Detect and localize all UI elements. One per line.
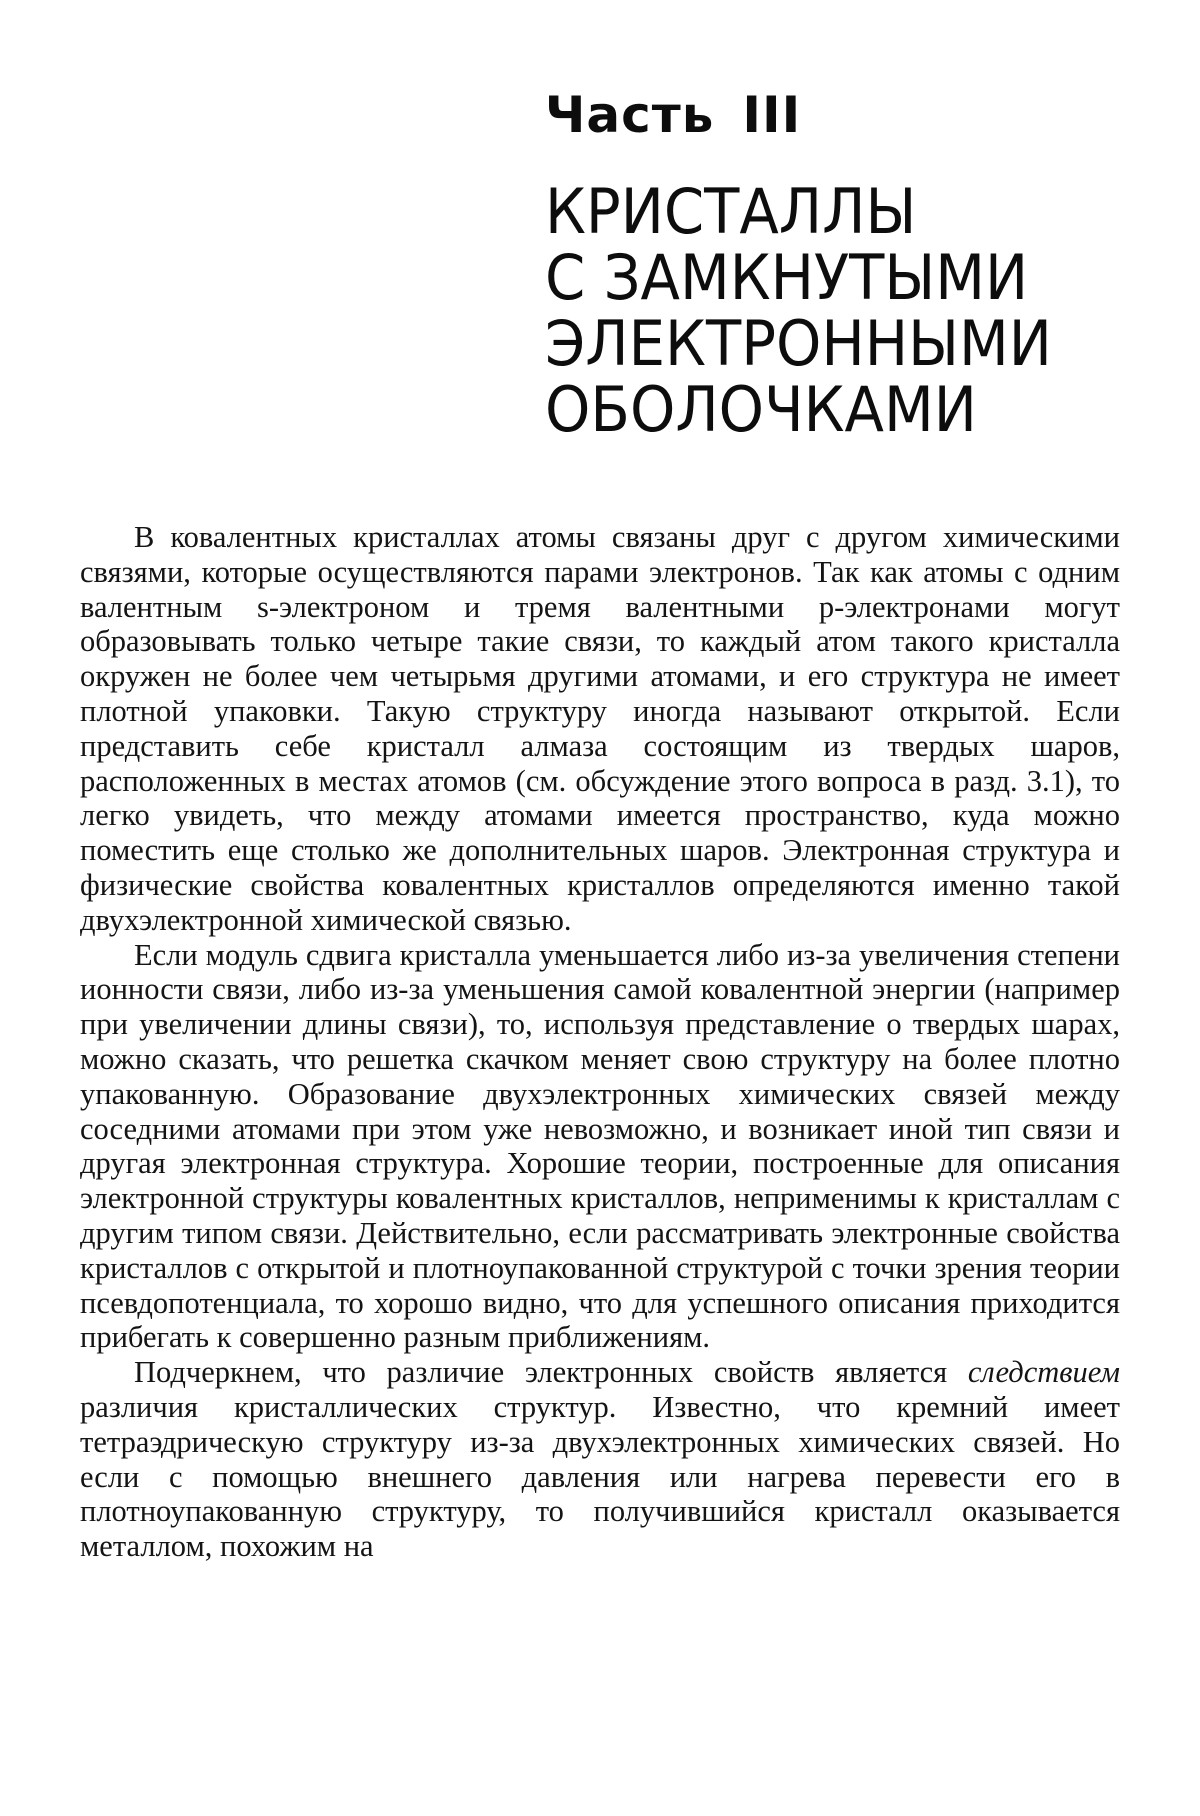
paragraph-3	[80, 1355, 1120, 1564]
emphasized-word: следствием	[967, 1355, 1120, 1390]
paragraph-2: Если модуль сдвига кристалла уменьшается либо из-за увеличения степени ионности связи, либо из-за уменьшения самой ковалентной энергии (например при увеличении длины связи), то, используя представление о твердых шарах, можно сказать, что решетка скачком меняет свою структуру на более плотно упакованную. Образование двухэлектронных химических связей между соседними атомами при этом уже невозможно, и возникает иной тип связи и другая электронная структура. Хорошие теории, построенные для описания электронной структуры ковалентных кристаллов, неприменимы к кристаллам с другим типом связи. Действительно, если рассматривать электронные свойства кристаллов с открытой и плотноупакованной структурой с точки зрения теории псевдопотенциала, то хорошо видно, что для успешного описания приходится прибегать к совершенно разным приближениям.	[80, 937, 1120, 1355]
paragraph-3-start: Подчеркнем, что различие электронных свойств является	[134, 1355, 968, 1390]
title-line-3: ЭЛЕКТРОННЫМИ	[545, 307, 1052, 380]
paragraph-1: В ковалентных кристаллах атомы связаны друг с другом химическими связями, которые осуществляются парами электронов. Так как атомы с одним валентным s-электроном и тремя валентными р-электронами могут образовывать только четыре такие связи, то каждый атом такого кристалла окружен не более чем четырьмя другими атомами, и его структура не имеет плотной упаковки. Такую структуру иногда называют открытой. Если представить себе кристалл алмаза состоящим из твердых шаров, расположенных в местах атомов (см. обсуждение этого вопроса в разд. 3.1), то легко увидеть, что между атомами имеется пространство, куда можно поместить еще столько же дополнительных шаров. Электронная структура и физические свойства ковалентных кристаллов определяются именно такой двухэлектронной химической связью.	[80, 520, 1120, 937]
title-line-1: КРИСТАЛЛЫ	[545, 175, 917, 248]
part-label	[545, 85, 1145, 145]
part-number: III	[742, 86, 802, 144]
paragraph-3-rest: различия кристаллических структур. Известно, что кремний имеет тетраэдрическую структуру из-за двухэлектронных химических связей. Но если с помощью внешнего давления или нагрева перевести его в плотноупакованную структуру, то получившийся кристалл оказывается металлом, похожим на	[80, 1389, 1120, 1564]
part-heading	[545, 85, 1145, 446]
title-line-2: С ЗАМКНУТЫМИ	[545, 241, 1029, 314]
part-word: Часть	[545, 86, 715, 144]
title-line-4: ОБОЛОЧКАМИ	[545, 373, 977, 446]
body-text	[80, 520, 1120, 1564]
